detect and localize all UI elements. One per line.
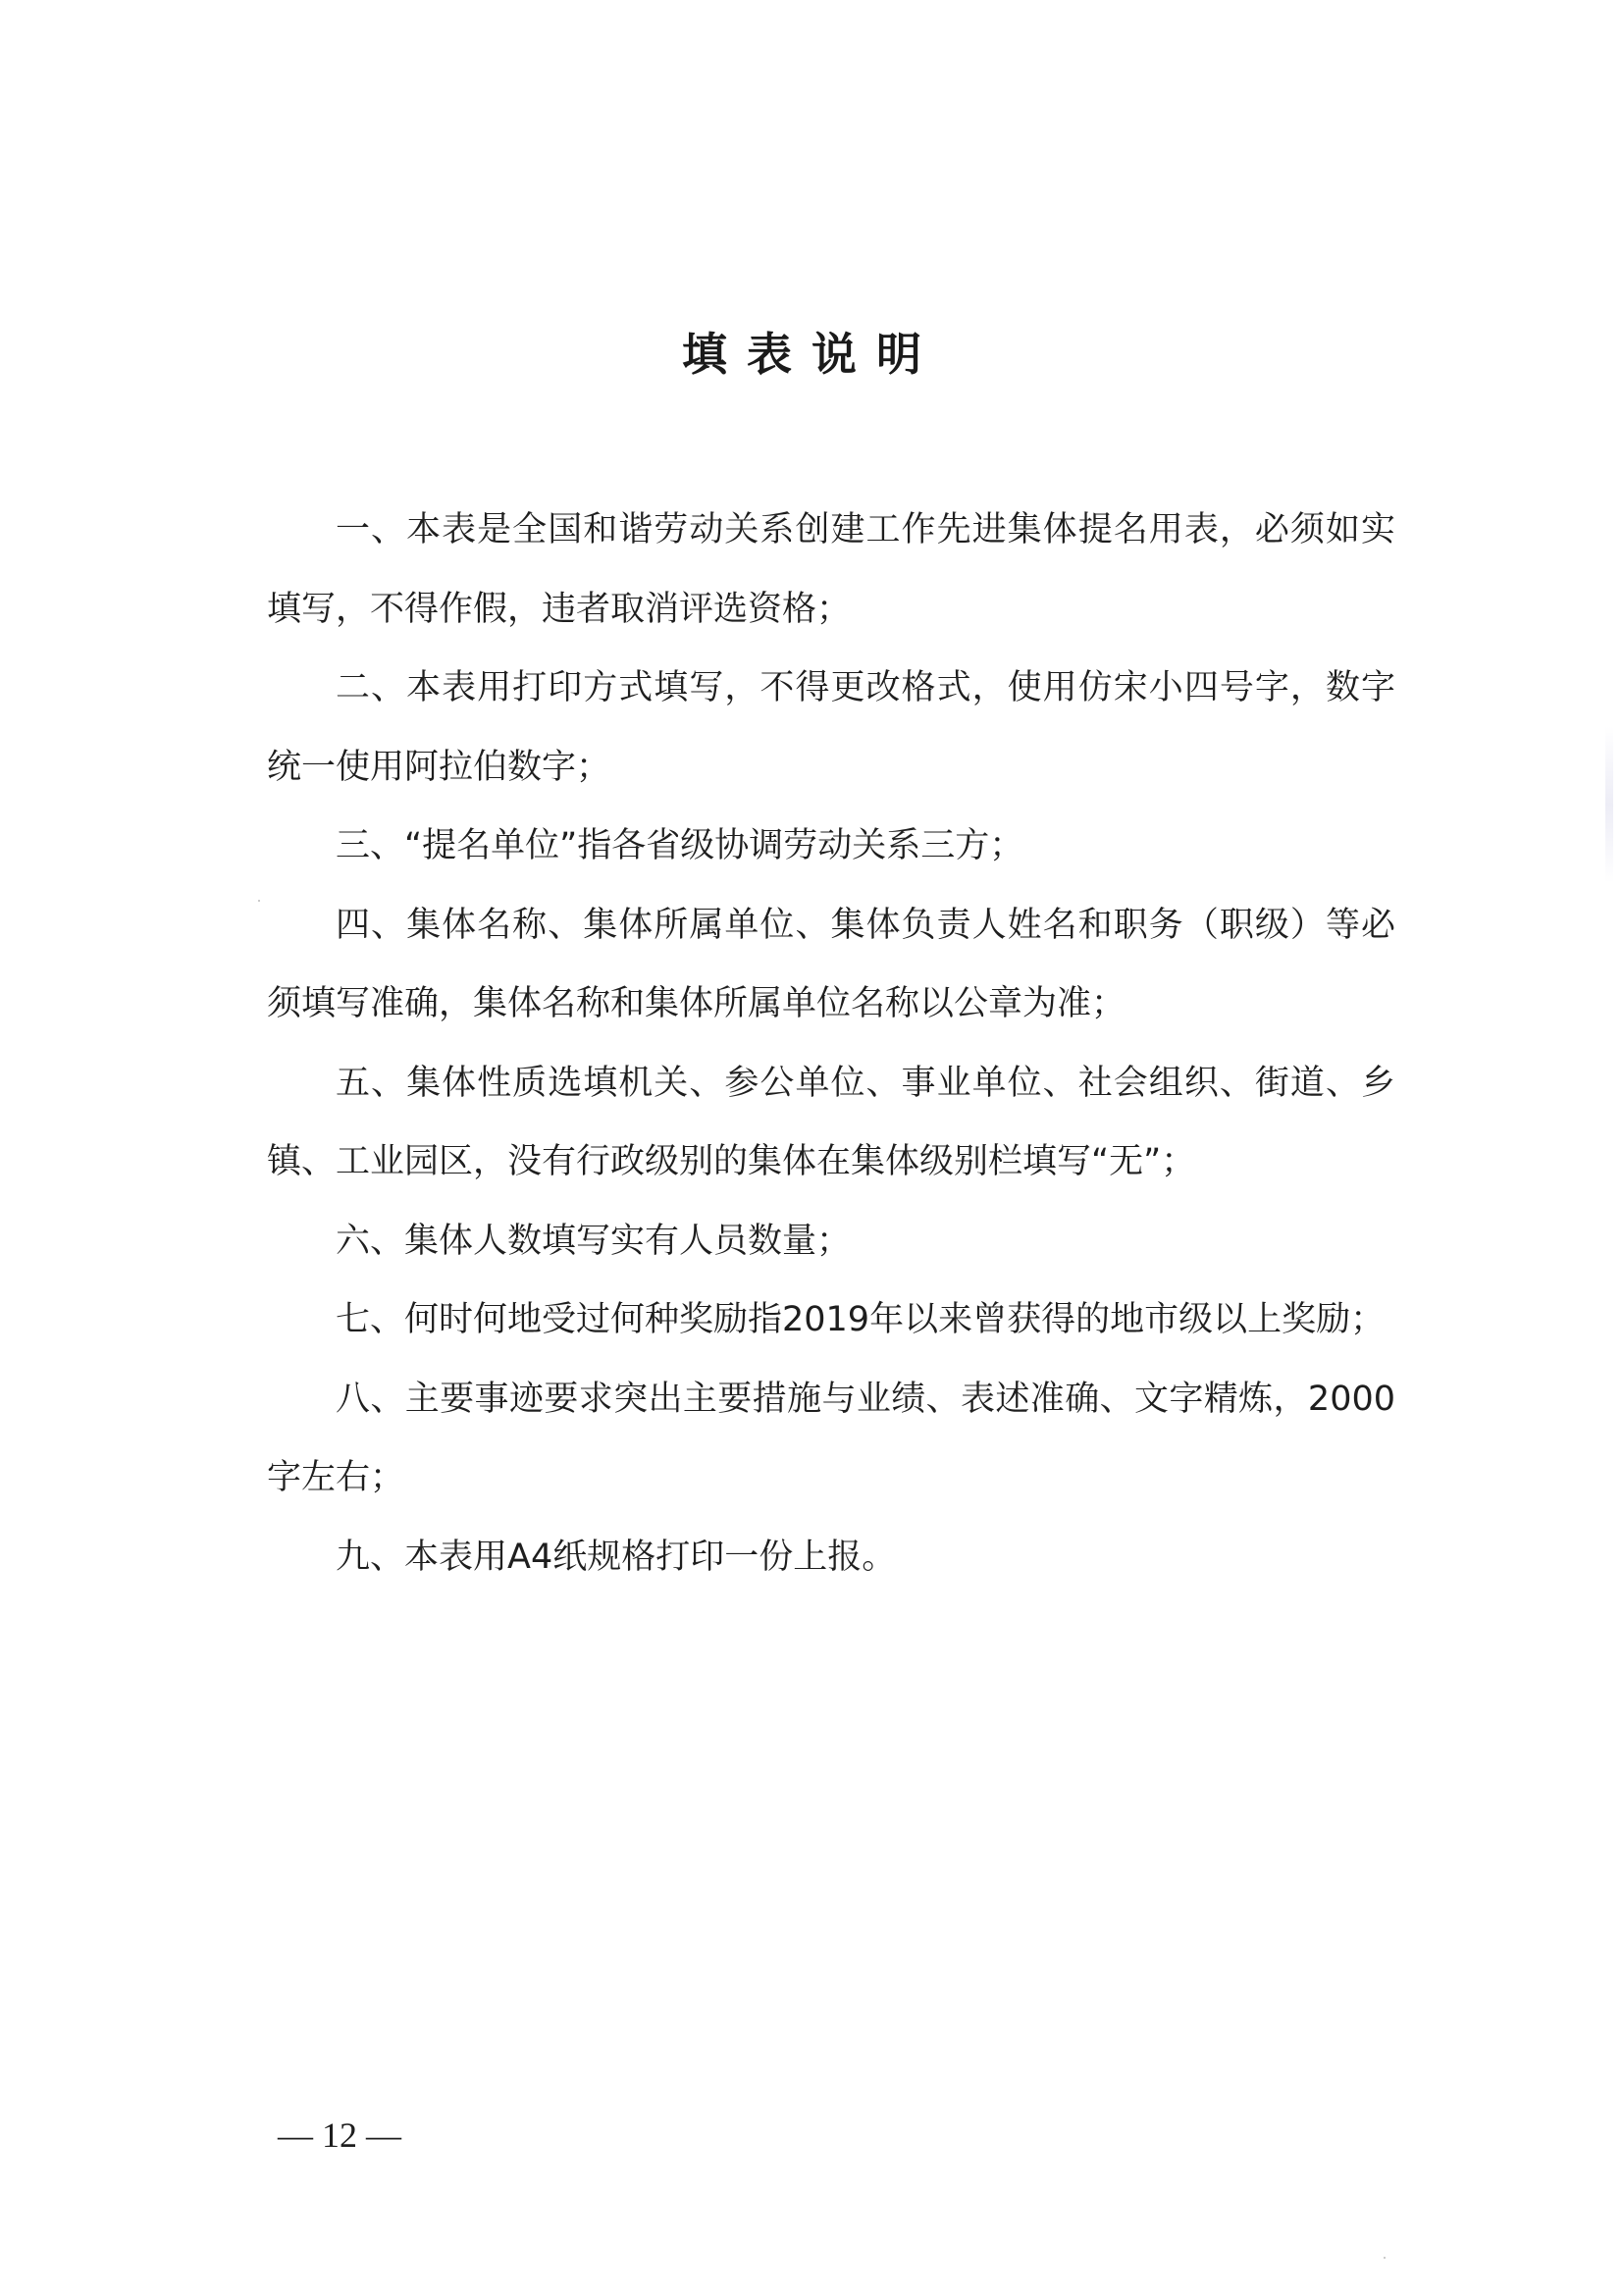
instruction-item-4: 四、集体名称、集体所属单位、集体负责人姓名和职务（职级）等必须填写准确，集体名称和集体所属单位名称以公章为准； — [267, 905, 1395, 1023]
page-title: 填表说明 — [682, 328, 941, 381]
instruction-item-1: 一、本表是全国和谐劳动关系创建工作先进集体提名用表，必须如实填写，不得作假，违者取消评选资格； — [267, 510, 1395, 629]
instructions-body — [267, 491, 1395, 1596]
instruction-item-7: 七、何时何地受过何种奖励指2019年以来曾获得的地市级以上奖励； — [336, 1300, 1386, 1339]
scan-edge-mark — [1605, 726, 1613, 883]
instruction-item-2: 二、本表用打印方式填写，不得更改格式，使用仿宋小四号字，数字统一使用阿拉伯数字； — [267, 668, 1395, 787]
page-number: — 12 — — [278, 2115, 401, 2155]
instruction-item-6: 六、集体人数填写实有人员数量； — [336, 1221, 852, 1261]
instruction-item-5: 五、集体性质选填机关、参公单位、事业单位、社会组织、街道、乡镇、工业园区，没有行政级别的集体在集体级别栏填写“无”； — [267, 1063, 1395, 1181]
scan-speck — [258, 900, 260, 902]
instruction-item-8: 八、主要事迹要求突出主要措施与业绩、表述准确、文字精炼，2000字左右； — [267, 1379, 1395, 1497]
instruction-item-9: 九、本表用A4纸规格打印一份上报。 — [336, 1537, 897, 1577]
instruction-item-3: 三、“提名单位”指各省级协调劳动关系三方； — [336, 826, 1024, 865]
scan-speck — [1384, 2257, 1386, 2259]
